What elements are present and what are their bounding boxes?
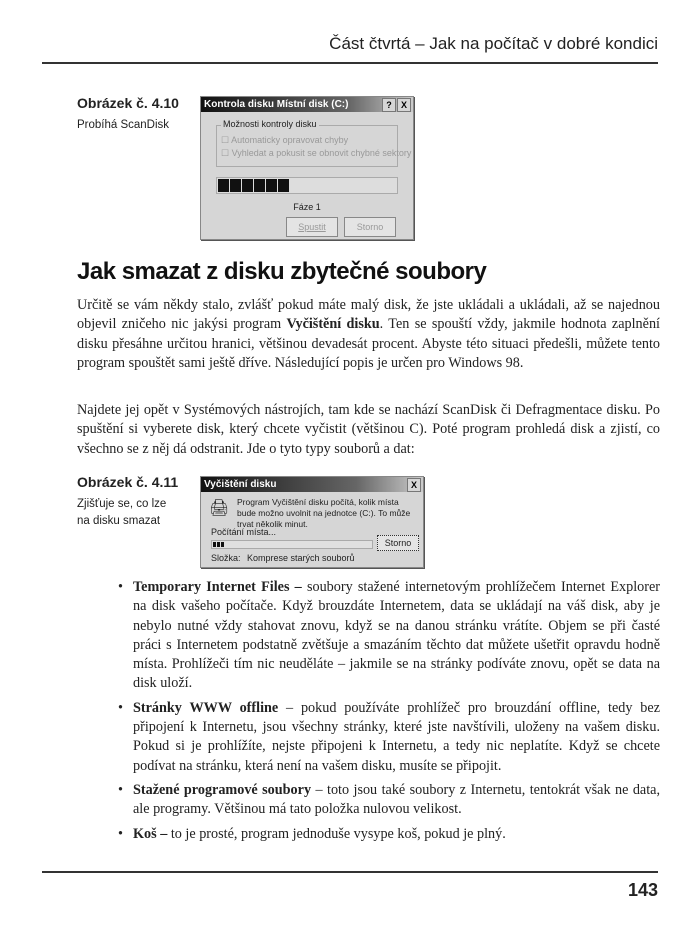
group-label: Možnosti kontroly disku [223,119,317,129]
paragraph-1: Určitě se vám někdy stalo, zvlášť pokud máte malý disk, že jste ukládali a ukládali, až se najednou objevil zničeho nic jakýsi program Vyčištění disku. Ten se spouští vždy, jakmile hodnota zaplnění disku přesáhne určitou hranici, většinou devadesát procent. Abyste této situaci předešli, můžete tento program spouštět sami ještě dříve. Následující popis je určen pro Windows 98. [77,297,660,371]
list-item: • Stránky WWW offline – pokud používáte prohlížeč pro brouzdání offline, tedy bez připojení k Internetu, jsou všechny stránky, které jste navštívili, uloženy na vašem disku. Pokud si je prohlížíte, nejste připojeni k Internetu, a tedy nic neplatíte. Když se chcete podívat na stránku, která není na vašem disku, musíte se připojit. [118,699,660,774]
paragraph-2: Najdete jej opět v Systémových nástrojích, tam kde se nachází ScanDisk či Defragmentace disku. Po spuštění si vyberete disk, který chcete vyčistit (většinou C). Poté program prohledá disk a zjistí, co všechno se z něj dá odstranit. Jde o tyto typy souborů a dat: [77,402,660,457]
disk-cleanup-dialog [200,476,424,568]
progress-block [213,542,216,547]
phase-label: Fáze 1 [293,202,321,212]
progress-block [218,179,229,192]
scandisk-dialog [200,96,414,240]
figure-caption: Probíhá ScanDisk [77,119,170,131]
cancel-button[interactable]: Storno [377,535,419,551]
dialog-title: Vyčištění disku [204,479,277,490]
progress-block [278,179,289,192]
figure-label: Obrázek č. 4.10 [77,95,179,111]
running-header: Část čtvrtá – Jak na počítač v dobré kondici [329,34,658,53]
auto-fix-checkbox[interactable]: ☐ Automaticky opravovat chyby [221,135,349,145]
start-button[interactable]: Spustit [286,217,338,237]
header-rule [42,62,658,64]
folder-value: Komprese starých souborů [247,553,355,563]
bullet-list [118,578,660,849]
scan-sectors-checkbox[interactable]: ☐ Vyhledat a pokusit se obnovit chybné sektory [221,148,412,158]
progress-block [230,179,241,192]
folder-label: Složka: [211,553,241,563]
dialog-titlebar [201,97,413,112]
dialog-message: Program Vyčištění disku počítá, kolik místa bude možno uvolnit na jednotce (C:). To může trvat několik minut. [237,497,411,529]
figure-label: Obrázek č. 4.11 [77,474,179,490]
section-heading: Jak smazat z disku zbytečné soubory [77,258,487,285]
options-group [216,119,412,167]
progress-block [221,542,224,547]
progress-block [254,179,265,192]
help-icon[interactable]: ? [382,98,396,112]
page-number: 143 [627,880,658,900]
dialog-title: Kontrola disku Místní disk (C:) [204,99,349,110]
progress-bar [216,177,398,194]
progress-block [242,179,253,192]
progress-bar [211,540,373,549]
progress-block [217,542,220,547]
progress-block [266,179,277,192]
close-icon[interactable]: X [407,478,421,492]
figure-caption: Zjišťuje se, co lze na disku smazat [77,498,167,527]
list-item: • Stažené programové soubory – toto jsou také soubory z Internetu, tentokrát však ne data, ale programy. Většinou má tato položka nulovou velikost. [118,781,660,818]
cleanup-icon: 🖨 [209,500,230,517]
status-label: Počítání místa... [211,527,277,537]
list-item: • Temporary Internet Files – soubory stažené internetovým prohlížečem Internet Explorer na disk vašeho počítače. Když brouzdáte Internetem, data se ukládají na váš disk, aby je nebylo nutné vždy stahovat znovu, když se na danou stránku vrátíte. Objem se při časté práci s Internetem podstatně zvětšuje a smazáním těchto dat můžete ušetřit opravdu hodně místa. Prohlížeči tím nic neuděláte – jakmile se na stránky podíváte znovu, opět se data na disk uloží. [118,579,660,692]
list-item: • Koš – to je prosté, program jednoduše vysype koš, pokud je plný. [118,825,506,842]
cancel-button[interactable]: Storno [344,217,396,237]
footer-rule [42,871,658,873]
close-icon[interactable]: X [397,98,411,112]
dialog-titlebar [201,477,423,492]
